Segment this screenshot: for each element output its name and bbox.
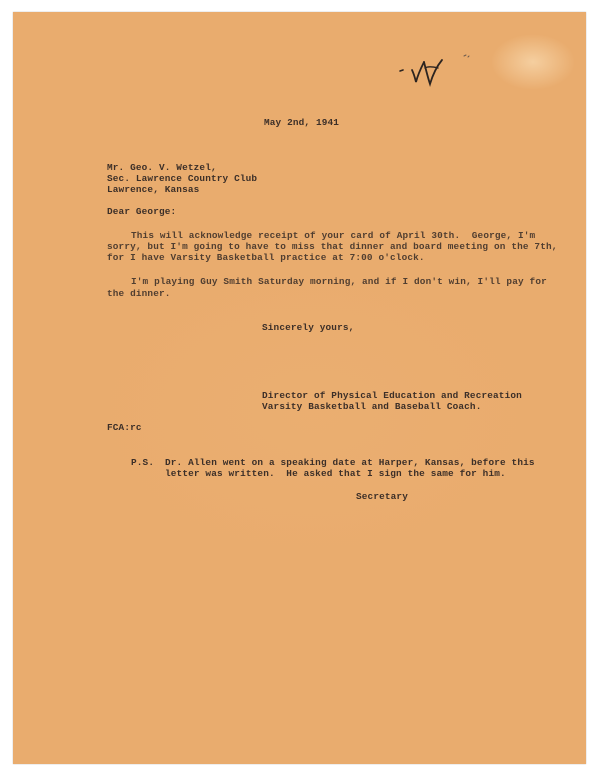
paragraph-1-line-1: This will acknowledge receipt of your card of April 30th. George, I'm — [131, 230, 536, 241]
postscript-line-1: Dr. Allen went on a speaking date at Harper, Kansas, before this — [165, 457, 535, 468]
postscript-line-2: letter was written. He asked that I sign the same for him. — [165, 468, 506, 479]
closing: Sincerely yours, — [262, 322, 355, 333]
secretary-signature: Secretary — [356, 491, 408, 502]
paragraph-1-line-2: sorry, but I'm going to have to miss that dinner and board meeting on the 7th, — [107, 241, 558, 252]
address-line-3: Lawrence, Kansas — [107, 184, 200, 195]
paragraph-1-line-3: for I have Varsity Basketball practice at 7:00 o'clock. — [107, 252, 425, 263]
handwritten-initials-mark — [398, 52, 478, 92]
paragraph-2-line-1: I'm playing Guy Smith Saturday morning, and if I don't win, I'll pay for — [131, 276, 547, 287]
signature-title-line-2: Varsity Basketball and Baseball Coach. — [262, 401, 482, 412]
signature-title-line-1: Director of Physical Education and Recreation — [262, 390, 522, 401]
address-line-1: Mr. Geo. V. Wetzel, — [107, 162, 217, 173]
postscript-label: P.S. — [131, 457, 155, 468]
salutation: Dear George: — [107, 206, 177, 217]
letter-date: May 2nd, 1941 — [264, 117, 340, 128]
address-line-2: Sec. Lawrence Country Club — [107, 173, 258, 184]
paragraph-2-line-2: the dinner. — [107, 288, 171, 299]
typist-initials: FCA:rc — [107, 422, 142, 433]
